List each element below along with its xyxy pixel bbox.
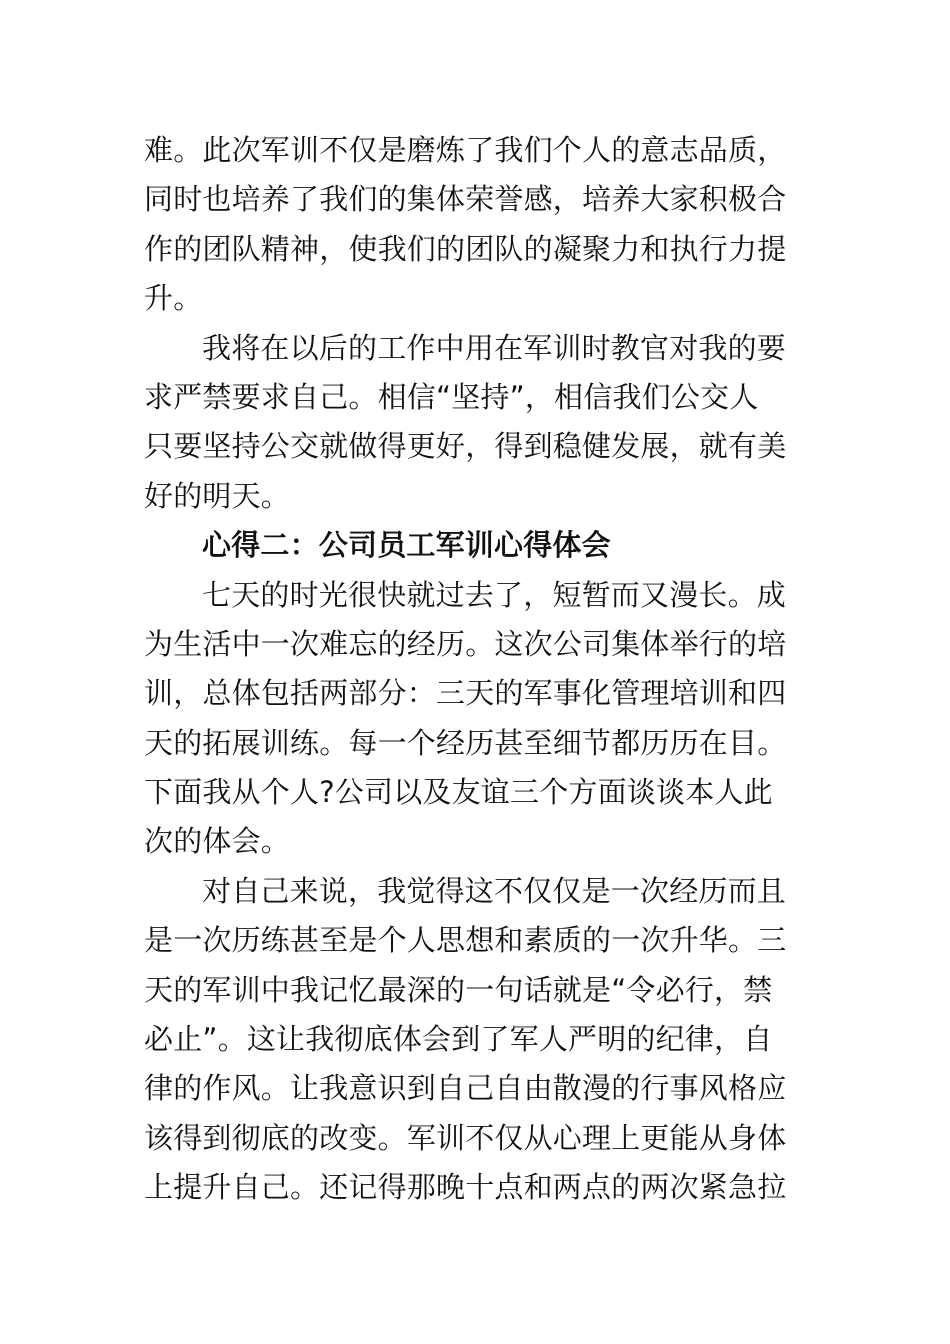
text-line: 只要坚持公交就做得更好，得到稳健发展，就有美	[144, 429, 787, 464]
text-line: 下面我从个人?公司以及友谊三个方面谈谈本人此	[144, 775, 773, 810]
text-line: 我将在以后的工作中用在军训时教官对我的要	[202, 330, 787, 365]
text-line: 为生活中一次难忘的经历。这次公司集体举行的培	[144, 626, 787, 661]
section-heading: 心得二：公司员工军训心得体会	[202, 528, 611, 563]
text-line: 好的明天。	[144, 478, 291, 513]
text-line: 天的军训中我记忆最深的一句话就是“令必行，禁	[144, 972, 773, 1007]
text-line: 同时也培养了我们的集体荣誉感，培养大家积极合	[144, 182, 787, 217]
text-line: 上提升自己。还记得那晚十点和两点的两次紧急拉	[144, 1170, 787, 1205]
text-line: 难。此次军训不仅是磨炼了我们个人的意志品质，	[144, 133, 787, 167]
text-line: 次的体会。	[144, 824, 291, 859]
text-line: 作的团队精神，使我们的团队的凝聚力和执行力提	[144, 231, 787, 266]
text-line: 升。	[144, 281, 203, 316]
text-line: 七天的时光很快就过去了，短暂而又漫长。成	[202, 577, 787, 612]
text-line: 该得到彻底的改变。军训不仅从心理上更能从身体	[144, 1120, 787, 1155]
text-line: 对自己来说，我觉得这不仅仅是一次经历而且	[202, 873, 787, 908]
text-line: 必止”。这让我彻底体会到了军人严明的纪律，自	[144, 1022, 773, 1057]
text-line: 训，总体包括两部分：三天的军事化管理培训和四	[144, 676, 787, 711]
text-line: 求严禁要求自己。相信“坚持”，相信我们公交人	[144, 379, 759, 414]
text-line: 是一次历练甚至是个人思想和素质的一次升华。三	[144, 923, 787, 958]
document-body	[144, 126, 787, 1213]
text-line: 律的作风。让我意识到自己自由散漫的行事风格应	[144, 1071, 787, 1106]
text-line: 天的拓展训练。每一个经历甚至细节都历历在目。	[144, 725, 787, 760]
